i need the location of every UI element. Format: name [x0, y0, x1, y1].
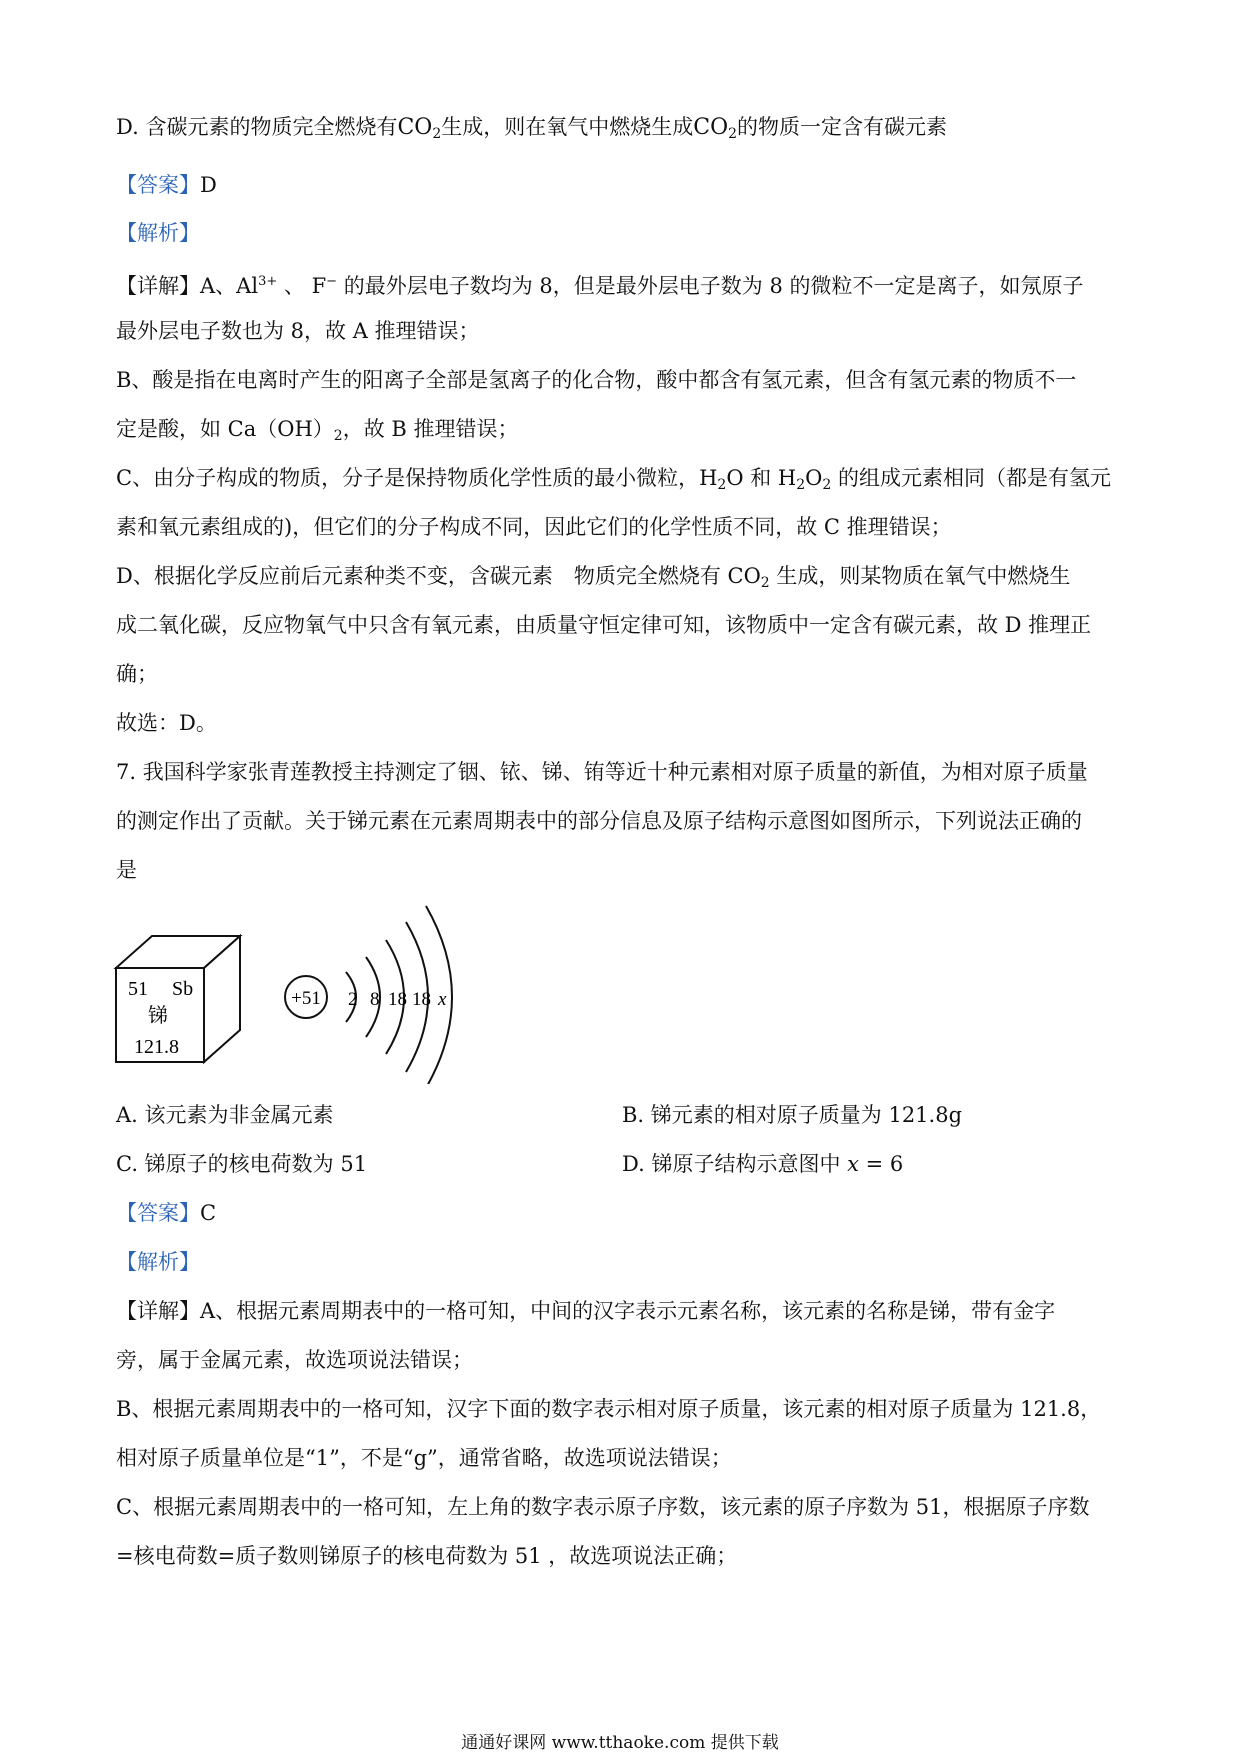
detail-text: 、 F — [277, 274, 327, 298]
q7-detail-line-6: =核电荷数=质子数则锑原子的核电荷数为 51 ，故选项说法正确； — [116, 1544, 738, 1568]
superscript: 3+ — [258, 274, 278, 289]
detail-text: 定是酸，如 Ca（OH） — [116, 417, 334, 441]
answer-tag: 【答案】 — [116, 173, 200, 197]
q6-detail-line-8: 成二氧化碳，反应物氧气中只含有氧元素，由质量守恒定律可知，该物质中一定含有碳元素，故 D 推理正 — [116, 613, 1092, 637]
q6-option-d — [116, 112, 947, 149]
q7-analysis — [116, 1247, 200, 1277]
option-d — [622, 1149, 903, 1179]
co2-formula: CO — [397, 115, 433, 140]
option-d-variable: x — [847, 1152, 859, 1176]
q6-d-text-3: 的物质一定含有碳元素 — [737, 115, 948, 139]
option-a: A. 该元素为非金属元素 — [116, 1103, 334, 1127]
q7-detail-line-3: B、根据元素周期表中的一格可知，汉字下面的数字表示相对原子质量，该元素的相对原子质量为 121.8， — [116, 1397, 1102, 1421]
co2-subscript: 2 — [432, 126, 442, 142]
q7-stem-line-1: 7. 我国科学家张青莲教授主持测定了铟、铱、锑、铕等近十种元素相对原子质量的新值，为相对原子质量 — [116, 760, 1088, 784]
q6-detail-line-6: 素和氧元素组成的)，但它们的分子构成不同，因此它们的化学性质不同，故 C 推理错误； — [116, 515, 952, 539]
subscript: 2 — [822, 477, 832, 493]
nucleus-charge: +51 — [291, 988, 321, 1009]
option-d-value: = 6 — [858, 1152, 904, 1176]
element-card-figure — [112, 930, 252, 1070]
subscript: 2 — [717, 477, 727, 493]
element-mass: 121.8 — [134, 1036, 179, 1058]
q7-detail-line-5: C、根据元素周期表中的一格可知，左上角的数字表示原子序数，该元素的原子序数为 51，根据原子序数 — [116, 1495, 1090, 1519]
page-footer: 通通好课网 www.tthaoke.com 提供下载 — [461, 1733, 779, 1753]
analysis-tag: 【解析】 — [116, 221, 200, 245]
shell-electrons-5: x — [438, 989, 447, 1010]
option-c: C. 锑原子的核电荷数为 51 — [116, 1152, 368, 1176]
subscript: 2 — [796, 477, 806, 493]
q6-answer — [116, 170, 217, 200]
detail-text: A、根据元素周期表中的一格可知，中间的汉字表示元素名称，该元素的名称是锑，带有金字 — [200, 1299, 1056, 1323]
detail-text: ，故 B 推理错误； — [342, 417, 519, 441]
shell-electrons-3: 18 — [388, 989, 407, 1010]
q6-analysis — [116, 218, 200, 248]
superscript: − — [326, 274, 338, 289]
detail-text: C、由分子构成的物质，分子是保持物质化学性质的最小微粒，H — [116, 466, 718, 490]
q7-detail-line-2: 旁，属于金属元素，故选项说法错误； — [116, 1348, 473, 1372]
atom-structure-diagram — [270, 902, 470, 1084]
q6-detail-line-5 — [116, 463, 1111, 500]
q7-stem-line-2: 的测定作出了贡献。关于锑元素在元素周期表中的部分信息及原子结构示意图如图所示，下列说法正确的 — [116, 809, 1082, 833]
option-b: B. 锑元素的相对原子质量为 121.8g — [622, 1103, 963, 1127]
detail-tag: 【详解】 — [116, 274, 200, 298]
q6-d-text-2: 生成，则在氧气中燃烧生成 — [441, 115, 694, 139]
q6-detail-line-4 — [116, 414, 519, 451]
answer-tag: 【答案】 — [116, 1201, 200, 1225]
subscript: 2 — [333, 428, 343, 444]
answer-value: D — [200, 173, 217, 197]
answer-value: C — [200, 1201, 217, 1225]
q6-detail-line-9: 确； — [116, 662, 158, 686]
subscript: 2 — [760, 575, 770, 591]
option-d-text: D. 锑原子结构示意图中 — [622, 1152, 848, 1176]
q7-answer — [116, 1198, 216, 1228]
co2-subscript-2: 2 — [728, 126, 738, 142]
detail-text: O 和 H — [726, 466, 797, 490]
analysis-tag: 【解析】 — [116, 1250, 200, 1274]
detail-text: 的组成元素相同（都是有氢元 — [831, 466, 1111, 490]
element-symbol: Sb — [172, 978, 194, 1000]
detail-text: 生成，则某物质在氧气中燃烧生 — [769, 564, 1071, 588]
q6-d-text-1: D. 含碳元素的物质完全燃烧有 — [116, 115, 398, 139]
shell-electrons-2: 8 — [370, 989, 380, 1010]
shell-electrons-1: 2 — [348, 989, 358, 1010]
detail-text: D、根据化学反应前后元素种类不变，含碳元素 物质完全燃烧有 CO — [116, 564, 761, 588]
q7-detail-line-1 — [116, 1296, 1055, 1326]
detail-text: A、Al — [200, 274, 259, 298]
q7-detail-line-4: 相对原子质量单位是“1”，不是“g”，通常省略，故选项说法错误； — [116, 1446, 732, 1470]
q6-detail-line-2: 最外层电子数也为 8，故 A 推理错误； — [116, 319, 480, 343]
q6-detail-line-10: 故选：D。 — [116, 711, 217, 735]
q6-detail-line-7 — [116, 561, 1070, 598]
detail-tag: 【详解】 — [116, 1299, 200, 1323]
q6-detail-line-3: B、酸是指在电离时产生的阳离子全部是氢离子的化合物，酸中都含有氢元素，但含有氢元素的物质不一 — [116, 368, 1077, 392]
element-name: 锑 — [148, 1005, 168, 1027]
co2-formula-2: CO — [693, 115, 729, 140]
detail-text: 的最外层电子数均为 8，但是最外层电子数为 8 的微粒不一定是离子，如氖原子 — [337, 274, 1084, 298]
q7-stem-line-3: 是 — [116, 858, 137, 882]
q6-detail-line-1 — [116, 267, 1083, 301]
detail-text: O — [805, 466, 823, 490]
element-number: 51 — [128, 978, 148, 1000]
shell-electrons-4: 18 — [412, 989, 431, 1010]
